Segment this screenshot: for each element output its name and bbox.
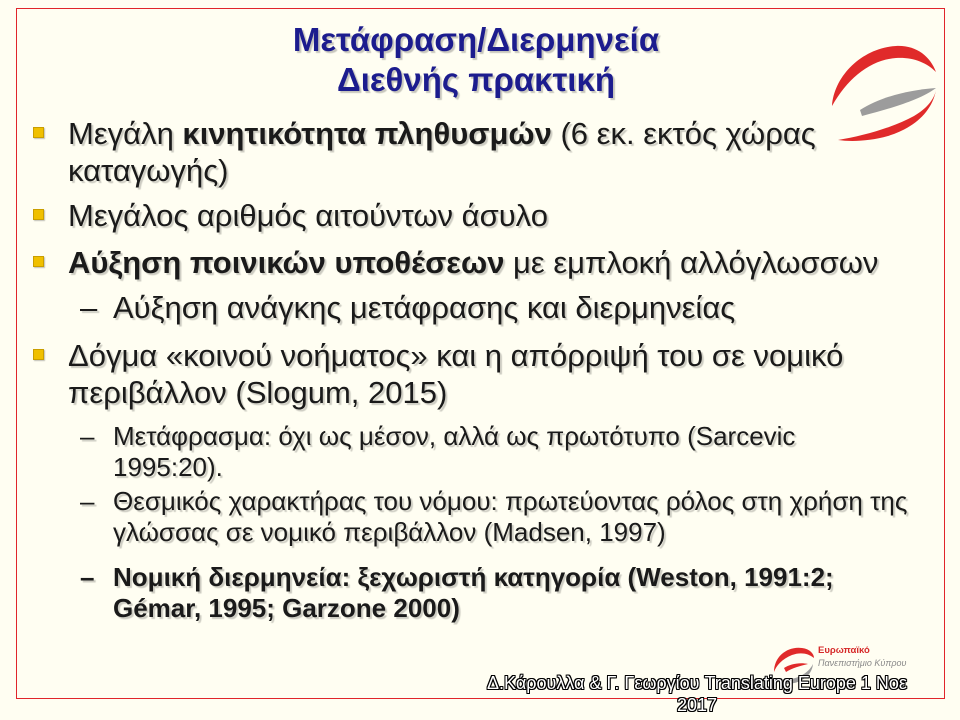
bullet-line <box>68 152 816 189</box>
title-line-1: Μετάφραση/Διερμηνεία <box>292 21 660 58</box>
bullet-text-segment: Μεγάλη <box>68 116 183 151</box>
dash-bullet-marker: – <box>80 562 95 592</box>
bullet-text-segment: (6 εκ. εκτός χώρας <box>551 116 816 151</box>
bullet-text-segment: 1995:20). <box>113 452 223 482</box>
sub-bullet-item-translation-as-original <box>80 421 796 483</box>
bullet-line <box>113 452 795 483</box>
bullet-line <box>113 486 907 517</box>
bullet-text-segment: κινητικότητα πληθυσμών <box>182 116 552 151</box>
sub-bullet-item-translation-need <box>80 289 736 326</box>
bullet-line <box>113 562 834 593</box>
bullet-item-criminal-cases <box>68 244 878 281</box>
bullet-text-segment: Νομική διερμηνεία: ξεχωριστή κατηγορία (Weston, 1991:2; <box>113 562 834 592</box>
bullet-text-segment: καταγωγής) <box>68 153 229 188</box>
title-line-2: Διεθνής πρακτική <box>336 61 616 98</box>
footer-line-1: Δ.Κάρουλλα & Γ. Γεωργίου Translating Europe 1 Νοε <box>487 673 907 693</box>
bullet-item-population-mobility <box>68 115 816 189</box>
bullet-text-segment: Μεγάλος αριθμός αιτούντων άσυλο <box>68 198 548 233</box>
bullet-text-segment: Αύξηση ποινικών υποθέσεων <box>68 245 505 280</box>
bullet-line <box>68 337 843 374</box>
sub-bullet-item-institutional-law <box>80 486 908 548</box>
bullet-line <box>68 115 816 152</box>
square-bullet-icon <box>33 349 44 360</box>
bullet-item-asylum-seekers <box>68 197 548 234</box>
bullet-text-segment: με εμπλοκή αλλόγλωσσων <box>504 245 879 280</box>
square-bullet-icon <box>33 256 44 267</box>
bullet-text-segment: Αύξηση ανάγκης μετάφρασης και διερμηνείας <box>113 290 736 325</box>
bullet-item-common-meaning <box>68 337 843 411</box>
sub-bullet-item-legal-interpreting <box>80 562 834 624</box>
bullet-line <box>113 421 795 452</box>
bullet-line <box>68 374 843 411</box>
bullet-text-segment: γλώσσας σε νομικό περιβάλλον (Madsen, 1997) <box>113 517 666 547</box>
bullet-text-segment: Δόγμα «κοινού νοήματος» και η απόρριψή του σε νομικό <box>68 338 844 373</box>
square-bullet-icon <box>33 209 44 220</box>
slide-title <box>16 20 936 100</box>
bullet-text-segment: Gémar, 1995; Garzone 2000) <box>113 593 460 623</box>
university-name-line-2: Πανεπιστήμιο Κύπρου <box>818 658 907 668</box>
slide-footer <box>462 672 932 716</box>
dash-bullet-marker: – <box>80 421 95 451</box>
dash-bullet-marker: – <box>80 290 98 325</box>
swoosh-logo-icon <box>826 40 938 144</box>
university-name-line-1: Ευρωπαϊκό <box>818 645 870 656</box>
bullet-line <box>68 244 878 281</box>
bullet-text-segment: Μετάφρασμα: όχι ως μέσον, αλλά ως πρωτότυπο (Sarcevic <box>113 421 796 451</box>
bullet-line <box>68 197 548 234</box>
bullet-line <box>113 593 834 624</box>
bullet-text-segment: περιβάλλον (Slogum, 2015) <box>68 375 448 410</box>
dash-bullet-marker: – <box>80 486 95 516</box>
square-bullet-icon <box>33 127 44 138</box>
bullet-text-segment: Θεσμικός χαρακτήρας του νόμου: πρωτεύοντας ρόλος στη χρήση της <box>113 486 908 516</box>
bullet-line <box>113 289 735 326</box>
bullet-line <box>113 517 907 548</box>
footer-line-2: 2017 <box>676 695 718 715</box>
